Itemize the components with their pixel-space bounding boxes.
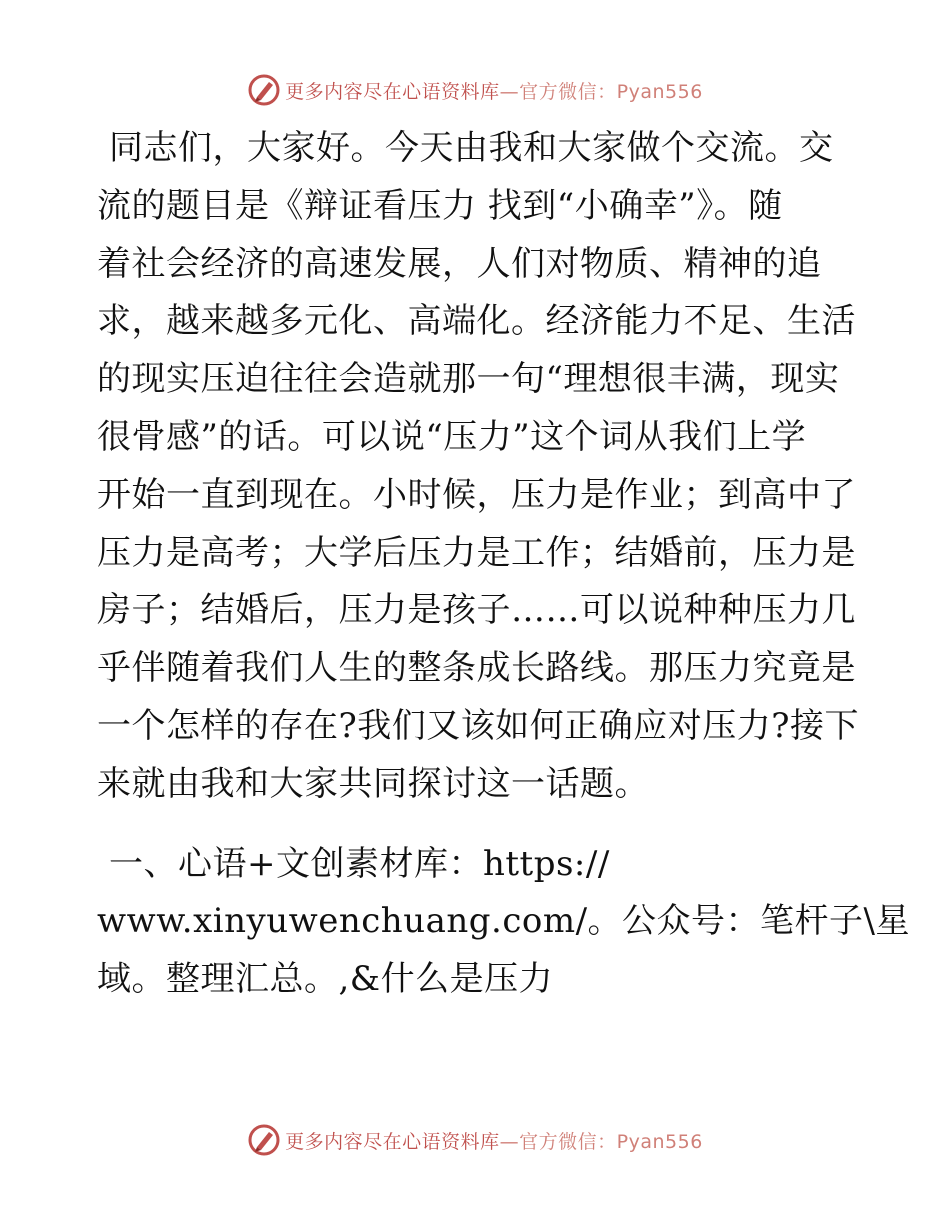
section-heading-paragraph [97, 836, 910, 1009]
header-slogan [285, 77, 703, 104]
text-line: 乎伴随着我们人生的整条成长路线。那压力究竟是 [97, 648, 856, 689]
text-line: 压力是高考；大学后压力是工作；结婚前，压力是 [97, 532, 856, 573]
text-line: 一个怎样的存在?我们又该如何正确应对压力?接下 [97, 705, 859, 746]
text-line: 一、心语+文创素材库：https:// [109, 843, 610, 884]
text-line: 同志们，大家好。今天由我和大家做个交流。交 [109, 128, 834, 168]
text-line: 求，越来越多元化、高端化。经济能力不足、生活 [97, 301, 856, 342]
text-line: 房子；结婚后，压力是孩子……可以说种种压力几 [97, 590, 856, 631]
pen-logo-icon [247, 73, 281, 107]
text-line: 来就由我和大家共同探讨这一话题。 [97, 763, 649, 804]
intro-paragraph [97, 120, 857, 814]
text-line: 开始一直到现在。小时候，压力是作业；到高中了 [97, 474, 856, 515]
footer-wechat: —官方微信：Pyan556 [499, 1130, 703, 1153]
text-line: 域。整理汇总。,&什么是压力 [97, 959, 554, 1000]
text-line: 很骨感”的话。可以说“压力”这个词从我们上学 [97, 416, 807, 457]
header-slogan-text: 更多内容尽在心语资料库 [285, 80, 500, 103]
document-body [97, 120, 910, 1009]
footer-slogan-text: 更多内容尽在心语资料库 [285, 1130, 500, 1153]
header-watermark [0, 70, 950, 110]
text-line: 流的题目是《辩证看压力 找到“小确幸”》。随 [97, 185, 783, 226]
footer-watermark [0, 1120, 950, 1160]
text-line: 的现实压迫往往会造就那一句“理想很丰满，现实 [97, 359, 840, 400]
header-wechat: —官方微信：Pyan556 [499, 80, 703, 103]
pen-logo-icon [247, 1123, 281, 1157]
text-line: www.xinyuwenchuang.com/。公众号：笔杆子\星 [97, 901, 910, 942]
text-line: 着社会经济的高速发展，人们对物质、精神的追 [97, 243, 822, 284]
footer-slogan [285, 1127, 703, 1154]
